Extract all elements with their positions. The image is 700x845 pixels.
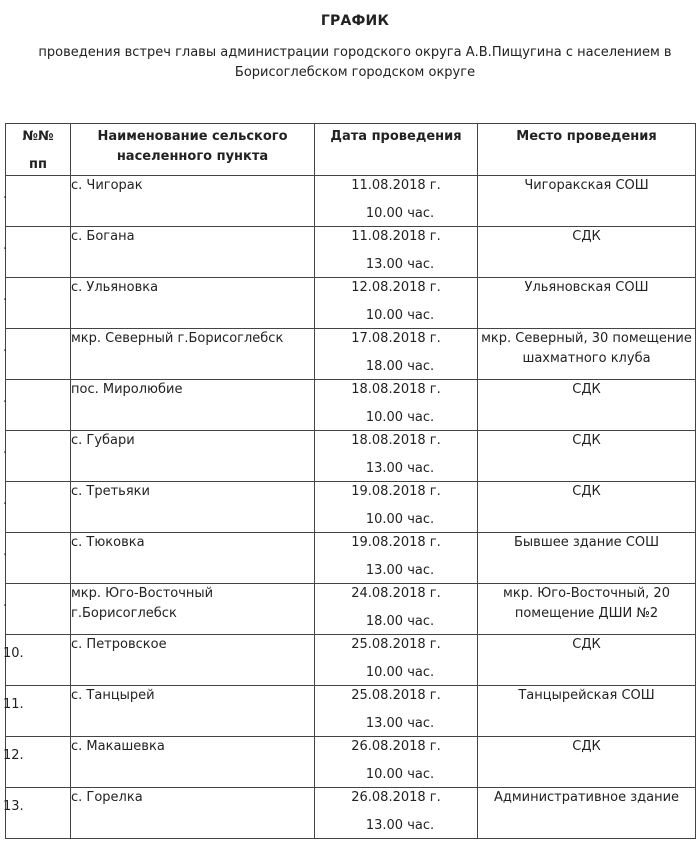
- place-cell: [478, 788, 696, 839]
- meeting-place: СДК: [572, 382, 601, 397]
- table-row: [6, 635, 696, 686]
- date-cell: [315, 380, 478, 431]
- place-cell: [478, 482, 696, 533]
- locality-cell: [71, 584, 315, 635]
- place-cell: [478, 176, 696, 227]
- date-cell: [315, 635, 478, 686]
- meeting-place: Танцырейская СОШ: [518, 688, 655, 703]
- locality-name: с. Тюковка: [71, 535, 145, 550]
- locality-cell: [71, 227, 315, 278]
- table-row: [6, 482, 696, 533]
- table-row: [6, 737, 696, 788]
- row-number-cell: [3, 329, 71, 380]
- place-cell: [478, 635, 696, 686]
- meeting-date: 11.08.2018 г.: [351, 178, 441, 193]
- meeting-date: 12.08.2018 г.: [351, 280, 441, 295]
- meeting-time: 10.00 час.: [365, 767, 435, 782]
- meeting-place: мкр. Юго-Восточный, 20: [503, 586, 670, 601]
- date-cell: [315, 788, 478, 839]
- table-row: [6, 788, 696, 839]
- meeting-date: 26.08.2018 г.: [351, 790, 441, 805]
- table-row: [6, 278, 696, 329]
- locality-name: с. Горелка: [71, 790, 143, 805]
- place-cell: [478, 431, 696, 482]
- meeting-time: 10.00 час.: [365, 308, 435, 323]
- meeting-date: 26.08.2018 г.: [351, 739, 441, 754]
- locality-cell: [71, 329, 315, 380]
- meeting-date: 24.08.2018 г.: [351, 586, 441, 601]
- meeting-time: 13.00 час.: [365, 563, 435, 578]
- locality-cell: [71, 686, 315, 737]
- locality-cell: [71, 788, 315, 839]
- row-number: 11.: [3, 697, 24, 712]
- row-number-cell: [3, 635, 71, 686]
- header-locality: [71, 124, 315, 176]
- date-cell: [315, 482, 478, 533]
- row-number: .: [3, 238, 8, 253]
- meeting-date: 11.08.2018 г.: [351, 229, 441, 244]
- row-number-cell: [3, 380, 71, 431]
- meeting-place: Ульяновская СОШ: [524, 280, 649, 295]
- locality-name: с. Губари: [71, 433, 135, 448]
- locality-name: с. Ульяновка: [71, 280, 159, 295]
- meeting-time: 13.00 час.: [365, 716, 435, 731]
- meeting-place: Чигоракская СОШ: [524, 178, 649, 193]
- schedule-body: [3, 176, 696, 839]
- document-subtitle: [0, 43, 700, 83]
- date-cell: [315, 533, 478, 584]
- place-cell: [478, 737, 696, 788]
- header-locality-line-2: населенного пункта: [116, 149, 269, 164]
- document-title: ГРАФИК: [320, 13, 390, 29]
- locality-cell: [71, 278, 315, 329]
- row-number: .: [3, 544, 8, 559]
- locality-cell: [71, 533, 315, 584]
- place-cell: [478, 329, 696, 380]
- meeting-place: СДК: [572, 739, 601, 754]
- table-row: [6, 584, 696, 635]
- table-row: [6, 533, 696, 584]
- table-header-row: [6, 124, 696, 176]
- row-number: 13.: [3, 799, 24, 814]
- locality-name: с. Танцырей: [71, 688, 155, 703]
- meeting-place: СДК: [572, 637, 601, 652]
- locality-name: с. Богана: [71, 229, 135, 244]
- subtitle-line-2: Борисоглебском городском округе: [234, 65, 476, 80]
- locality-name: мкр. Северный г.Борисоглебск: [71, 331, 284, 346]
- place-cell: [478, 686, 696, 737]
- table-row: [6, 329, 696, 380]
- subtitle-line-1: проведения встреч главы администрации городского округа А.В.Пищугина с населением в: [38, 45, 672, 60]
- locality-name: мкр. Юго-Восточный: [71, 586, 214, 601]
- place-cell: [478, 380, 696, 431]
- row-number: .: [3, 595, 8, 610]
- row-number-cell: [3, 227, 71, 278]
- date-cell: [315, 737, 478, 788]
- row-number-cell: [3, 482, 71, 533]
- meeting-time: 18.00 час.: [365, 614, 435, 629]
- meeting-time: 10.00 час.: [365, 665, 435, 680]
- locality-name: с. Макашевка: [71, 739, 165, 754]
- row-number: .: [3, 391, 8, 406]
- table-row: [6, 227, 696, 278]
- locality-cell: [71, 737, 315, 788]
- meeting-date: 17.08.2018 г.: [351, 331, 441, 346]
- row-number: .: [3, 187, 8, 202]
- meeting-place: шахматного клуба: [522, 351, 651, 366]
- meeting-date: 19.08.2018 г.: [351, 484, 441, 499]
- header-date: Дата проведения: [315, 124, 478, 176]
- row-number-cell: [3, 431, 71, 482]
- meeting-place: мкр. Северный, 30 помещение: [481, 331, 692, 346]
- place-cell: [478, 278, 696, 329]
- row-number: .: [3, 493, 8, 508]
- date-cell: [315, 278, 478, 329]
- row-number-cell: [3, 584, 71, 635]
- row-number-cell: [3, 278, 71, 329]
- place-cell: [478, 227, 696, 278]
- row-number: .: [3, 340, 8, 355]
- date-cell: [315, 686, 478, 737]
- locality-name: г.Борисоглебск: [71, 606, 177, 621]
- table-row: [6, 176, 696, 227]
- schedule-table: [5, 123, 696, 839]
- meeting-place: СДК: [572, 229, 601, 244]
- date-cell: [315, 227, 478, 278]
- locality-name: с. Петровское: [71, 637, 167, 652]
- header-locality-line-1: Наименование сельского: [97, 129, 288, 144]
- meeting-time: 10.00 час.: [365, 512, 435, 527]
- date-cell: [315, 584, 478, 635]
- header-number-line-1: №№: [22, 129, 54, 144]
- place-cell: [478, 584, 696, 635]
- meeting-date: 25.08.2018 г.: [351, 688, 441, 703]
- row-number-cell: [3, 176, 71, 227]
- row-number: .: [3, 442, 8, 457]
- row-number-cell: [3, 737, 71, 788]
- meeting-date: 18.08.2018 г.: [351, 382, 441, 397]
- date-cell: [315, 176, 478, 227]
- meeting-time: 10.00 час.: [365, 206, 435, 221]
- locality-name: с. Третьяки: [71, 484, 150, 499]
- date-cell: [315, 329, 478, 380]
- meeting-place: СДК: [572, 484, 601, 499]
- locality-name: с. Чигорак: [71, 178, 143, 193]
- row-number-cell: [3, 533, 71, 584]
- meeting-time: 13.00 час.: [365, 257, 435, 272]
- meeting-time: 18.00 час.: [365, 359, 435, 374]
- header-place: Место проведения: [478, 124, 696, 176]
- table-row: [6, 431, 696, 482]
- row-number-cell: [3, 686, 71, 737]
- date-cell: [315, 431, 478, 482]
- row-number: .: [3, 289, 8, 304]
- locality-cell: [71, 431, 315, 482]
- meeting-place: СДК: [572, 433, 601, 448]
- meeting-time: 13.00 час.: [365, 818, 435, 833]
- header-number-line-2: пп: [29, 157, 47, 172]
- meeting-time: 13.00 час.: [365, 461, 435, 476]
- meeting-place: Бывшее здание СОШ: [513, 535, 660, 550]
- meeting-time: 10.00 час.: [365, 410, 435, 425]
- row-number: 10.: [3, 646, 24, 661]
- place-cell: [478, 533, 696, 584]
- meeting-date: 18.08.2018 г.: [351, 433, 441, 448]
- row-number-cell: [3, 788, 71, 839]
- meeting-place: помещение ДШИ №2: [514, 606, 659, 621]
- header-number: [6, 124, 71, 176]
- meeting-date: 25.08.2018 г.: [351, 637, 441, 652]
- locality-cell: [71, 176, 315, 227]
- locality-cell: [71, 482, 315, 533]
- table-row: [6, 380, 696, 431]
- row-number: 12.: [3, 748, 24, 763]
- locality-cell: [71, 380, 315, 431]
- meeting-date: 19.08.2018 г.: [351, 535, 441, 550]
- table-row: [6, 686, 696, 737]
- locality-cell: [71, 635, 315, 686]
- meeting-place: Административное здание: [493, 790, 680, 805]
- locality-name: пос. Миролюбие: [71, 382, 183, 397]
